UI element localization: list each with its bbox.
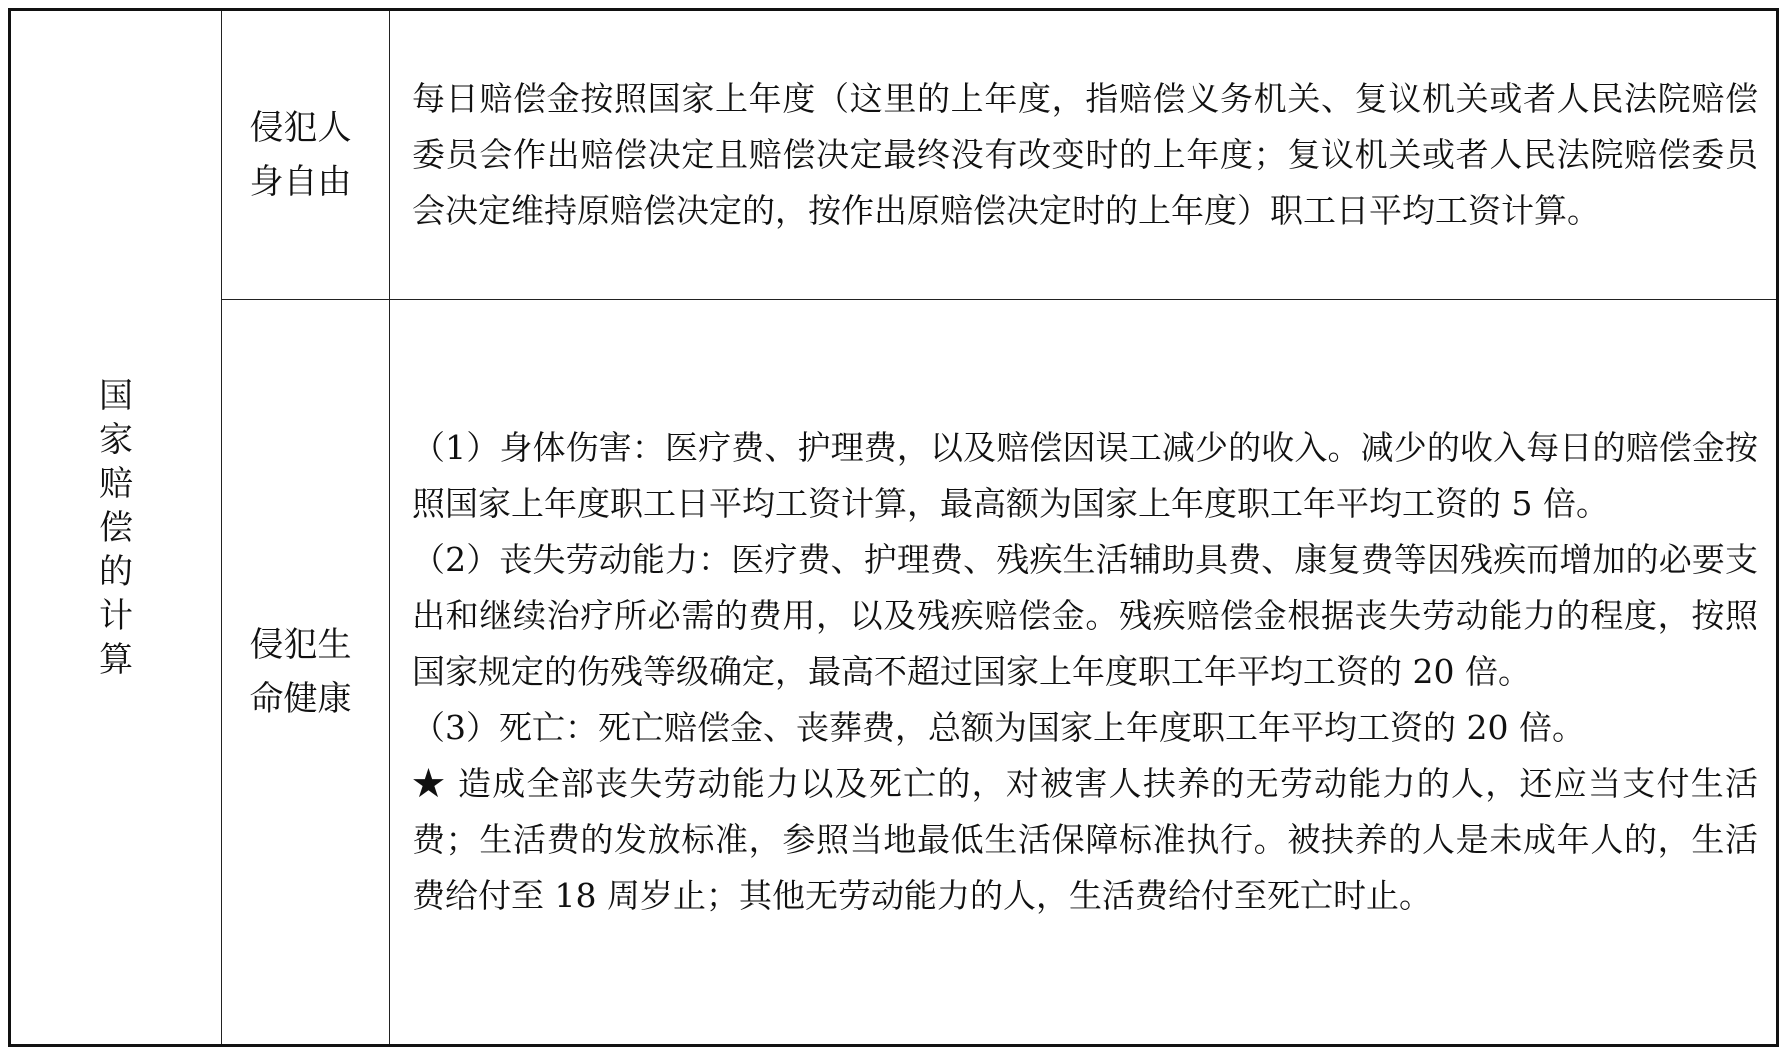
content-paragraph-death: （3）死亡：死亡赔偿金、丧葬费，总额为国家上年度职工年平均工资的 20 倍。 xyxy=(412,708,1585,747)
type-cell-personal-freedom xyxy=(222,10,390,300)
table-row-life-health xyxy=(10,300,1778,1046)
type-label-personal-freedom: 侵犯人身自由 xyxy=(249,108,352,202)
content-paragraph-note: ★ 造成全部丧失劳动能力以及死亡的，对被害人扶养的无劳动能力的人，还应当支付生活费；生活费的发放标准，参照当地最低生活保障标准执行。被扶养的人是未成年人的，生活费给付至 18 周岁止；其他无劳动能力的人，生活费给付至死亡时止。 xyxy=(412,764,1758,915)
content-paragraph-labor-loss: （2）丧失劳动能力：医疗费、护理费、残疾生活辅助具费、康复费等因残疾而增加的必要支出和继续治疗所必需的费用，以及残疾赔偿金。残疾赔偿金根据丧失劳动能力的程度，按照国家规定的伤残等级确定，最高不超过国家上年度职工年平均工资的 20 倍。 xyxy=(412,540,1758,691)
content-cell-life-health xyxy=(390,300,1778,1046)
table-row-personal-freedom xyxy=(10,10,1778,300)
category-label: 国家赔偿的计算 xyxy=(99,375,133,680)
content-paragraph: 每日赔偿金按照国家上年度（这里的上年度，指赔偿义务机关、复议机关或者人民法院赔偿委员会作出赔偿决定且赔偿决定最终没有改变时的上年度；复议机关或者人民法院赔偿委员会决定维持原赔偿决定的，按作出原赔偿决定时的上年度）职工日平均工资计算。 xyxy=(412,79,1758,230)
content-paragraph-body-injury: （1）身体伤害：医疗费、护理费，以及赔偿因误工减少的收入。减少的收入每日的赔偿金按照国家上年度职工日平均工资计算，最高额为国家上年度职工年平均工资的 5 倍。 xyxy=(412,428,1758,523)
content-cell-personal-freedom xyxy=(390,10,1778,300)
compensation-table xyxy=(8,8,1779,1047)
type-label-life-health: 侵犯生命健康 xyxy=(249,625,352,719)
category-cell xyxy=(10,10,222,1046)
type-cell-life-health xyxy=(222,300,390,1046)
